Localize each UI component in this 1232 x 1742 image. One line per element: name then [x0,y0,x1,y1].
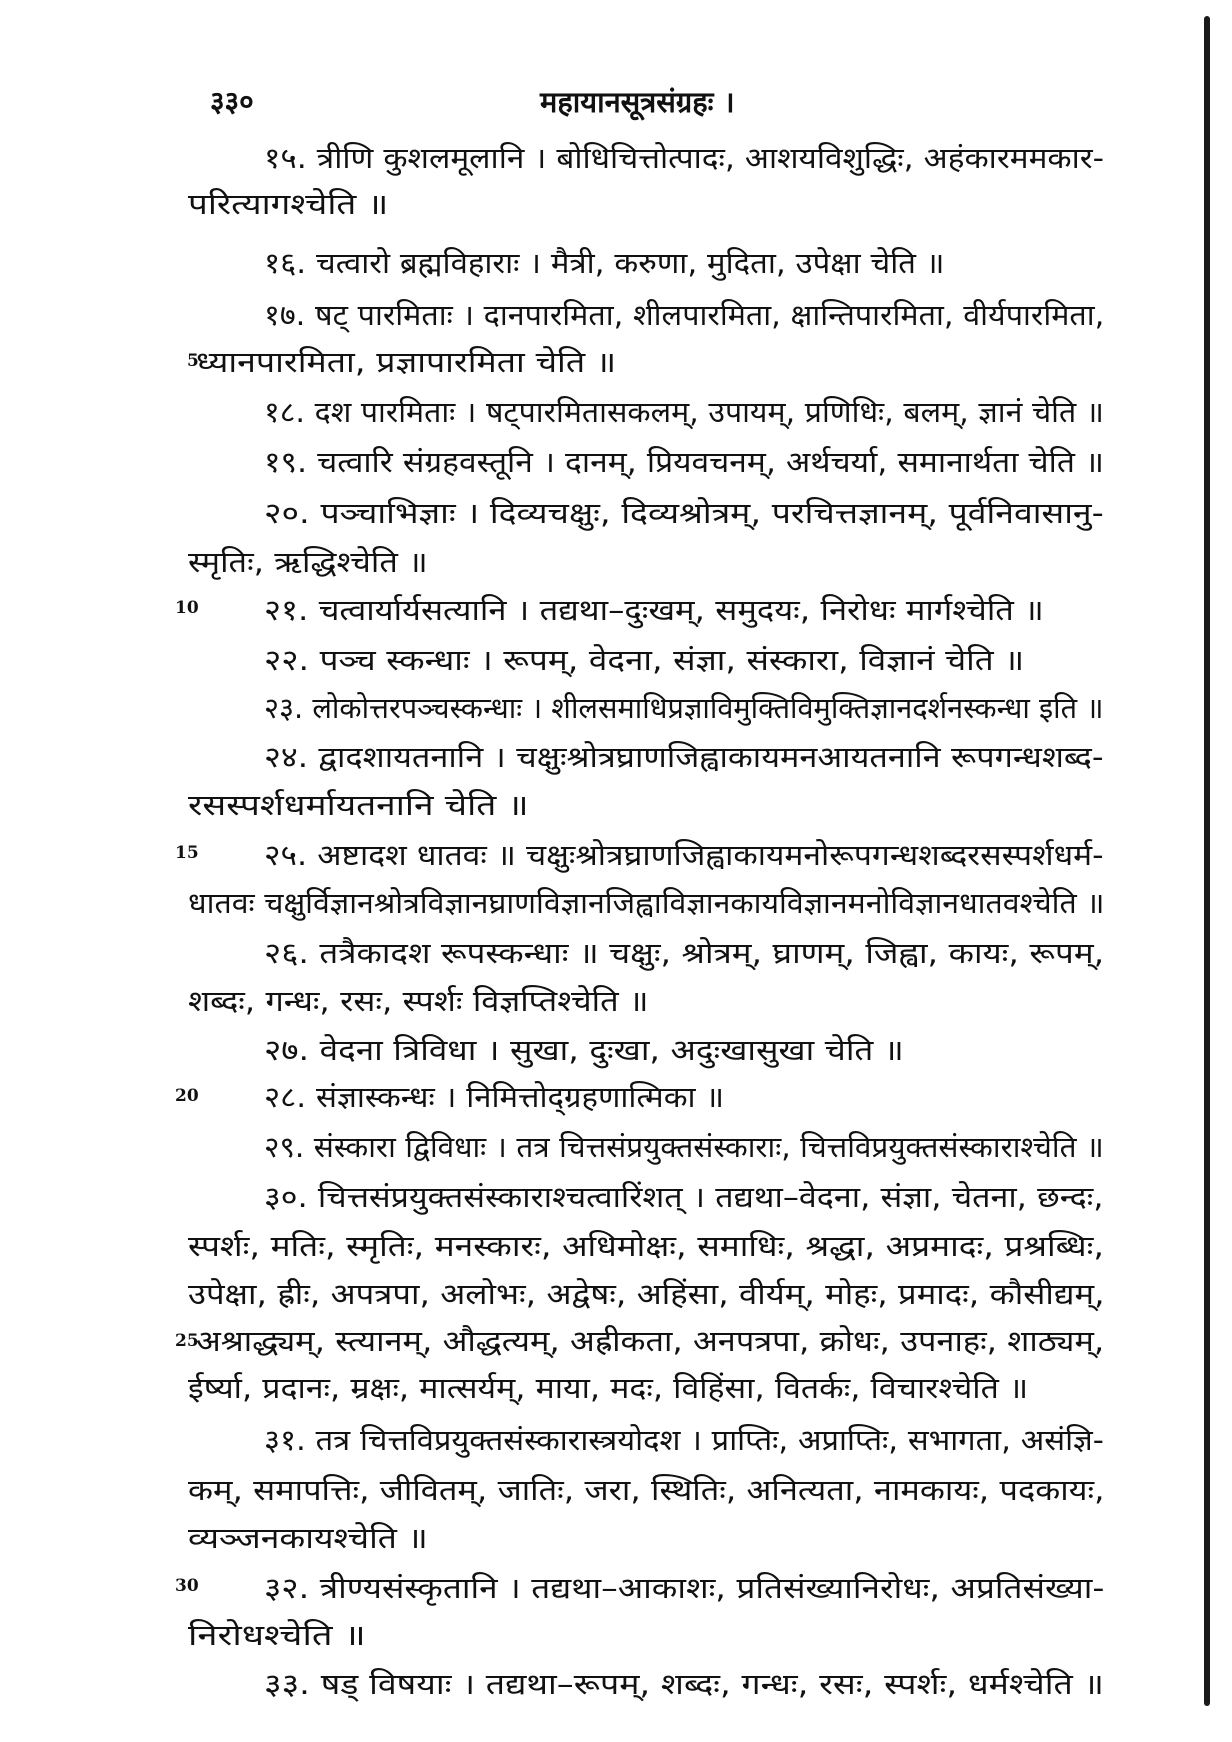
text-line: २४. द्वादशायतनानि । चक्षुःश्रोत्रघ्राणजिह्वाकायमनआयतनानि रूपगन्धशब्द- [264,740,1104,774]
text-line: अश्राद्ध्यम्, स्त्यानम्, औद्धत्यम्, अह्रीकता, अनपत्रपा, क्रोधः, उपनाहः, शाठ्यम्, [196,1324,1105,1358]
text-line: २९. संस्कारा द्विविधाः । तत्र चित्तसंप्रयुक्तसंस्काराः, चित्तविप्रयुक्तसंस्काराश्चेति ॥ [264,1130,1104,1164]
text-line: २१. चत्वार्यार्यसत्यानि । तद्यथा–दुःखम्, समुदयः, निरोधः मार्गश्चेति ॥ [264,593,1044,627]
text-line: परित्यागश्चेति ॥ [188,187,389,221]
text-line: ३३. षड् विषयाः । तद्यथा–रूपम्, शब्दः, गन्धः, रसः, स्पर्शः, धर्मश्चेति ॥ [264,1667,1104,1701]
text-line: कम्, समापत्तिः, जीवितम्, जातिः, जरा, स्थितिः, अनित्यता, नामकायः, पदकायः, [188,1473,1105,1507]
text-line: १७. षट् पारमिताः । दानपारमिता, शीलपारमिता, क्षान्तिपारमिता, वीर्यपारमिता, [264,298,1105,332]
text-line: ३१. तत्र चित्तविप्रयुक्तसंस्कारास्त्रयोदश । प्राप्तिः, अप्राप्तिः, सभागता, असंज्ञि- [264,1423,1104,1457]
text-line: ३२. त्रीण्यसंस्कृतानि । तद्यथा–आकाशः, प्रतिसंख्यानिरोधः, अप्रतिसंख्या- [264,1571,1105,1605]
page-number: ३३० [210,85,254,118]
text-line: २८. संज्ञास्कन्धः । निमित्तोद्ग्रहणात्मिका ॥ [264,1080,725,1114]
line-number: 15 [175,843,199,863]
text-line: रसस्पर्शधर्मायतनानि चेति ॥ [188,788,529,822]
text-line: स्पर्शः, मतिः, स्मृतिः, मनस्कारः, अधिमोक्षः, समाधिः, श्रद्धा, अप्रमादः, प्रश्रब्धिः, [188,1229,1105,1263]
text-line: धातवः चक्षुर्विज्ञानश्रोत्रविज्ञानघ्राणविज्ञानजिह्वाविज्ञानकायविज्ञानमनोविज्ञानधातवश्चेति ॥ [188,886,1105,920]
line-number: 20 [175,1086,199,1106]
text-line: स्मृतिः, ऋद्धिश्चेति ॥ [188,545,428,579]
text-line: २२. पञ्च स्कन्धाः । रूपम्, वेदना, संज्ञा, संस्कारा, विज्ञानं चेति ॥ [264,643,1025,677]
text-line: १९. चत्वारि संग्रहवस्तूनि । दानम्, प्रियवचनम्, अर्थचर्या, समानार्थता चेति ॥ [264,445,1105,479]
text-line: व्यञ्जनकायश्चेति ॥ [188,1521,428,1555]
text-line: २५. अष्टादश धातवः ॥ चक्षुःश्रोत्रघ्राणजिह्वाकायमनोरूपगन्धशब्दरसस्पर्शधर्म- [264,838,1104,872]
text-line: निरोधश्चेति ॥ [188,1618,366,1652]
text-line: उपेक्षा, ह्रीः, अपत्रपा, अलोभः, अद्वेषः, अहिंसा, वीर्यम्, मोहः, प्रमादः, कौसीद्यम्, [188,1277,1105,1311]
text-line: २७. वेदना त्रिविधा । सुखा, दुःखा, अदुःखासुखा चेति ॥ [264,1033,904,1067]
text-line: २०. पञ्चाभिज्ञाः । दिव्यचक्षुः, दिव्यश्रोत्रम्, परचित्तज्ञानम्, पूर्वनिवासानु- [264,496,1104,530]
page-edge-rule [1204,16,1210,1706]
line-number: 30 [175,1576,199,1596]
line-number: 25 [175,1331,199,1351]
page-header [210,82,1110,122]
text-line: १८. दश पारमिताः । षट्पारमितासकलम्, उपायम्, प्रणिधिः, बलम्, ज्ञानं चेति ॥ [264,395,1104,429]
text-line: २६. तत्रैकादश रूपस्कन्धाः ॥ चक्षुः, श्रोत्रम्, घ्राणम्, जिह्वा, कायः, रूपम्, [264,936,1105,970]
text-line: ईर्ष्या, प्रदानः, म्रक्षः, मात्सर्यम्, माया, मदः, विहिंसा, वितर्कः, विचारश्चेति ॥ [188,1371,1029,1405]
text-line: ३०. चित्तसंप्रयुक्तसंस्काराश्चत्वारिंशत् । तद्यथा–वेदना, संज्ञा, चेतना, छन्दः, [264,1180,1104,1214]
text-line: ध्यानपारमिता, प्रज्ञापारमिता चेति ॥ [196,345,617,379]
text-line: १६. चत्वारो ब्रह्मविहाराः । मैत्री, करुणा, मुदिता, उपेक्षा चेति ॥ [264,246,945,280]
text-line: २३. लोकोत्तरपञ्चस्कन्धाः । शीलसमाधिप्रज्ञाविमुक्तिविमुक्तिज्ञानदर्शनस्कन्धा इति ॥ [264,691,1104,725]
line-number: 5 [187,351,199,371]
text-line: शब्दः, गन्धः, रसः, स्पर्शः विज्ञप्तिश्चेति ॥ [188,984,649,1018]
running-title: महायानसूत्रसंग्रहः । [540,85,735,119]
line-number: 10 [175,598,199,618]
text-line: १५. त्रीणि कुशलमूलानि । बोधिचित्तोत्पादः, आशयविशुद्धिः, अहंकारममकार- [264,141,1105,175]
